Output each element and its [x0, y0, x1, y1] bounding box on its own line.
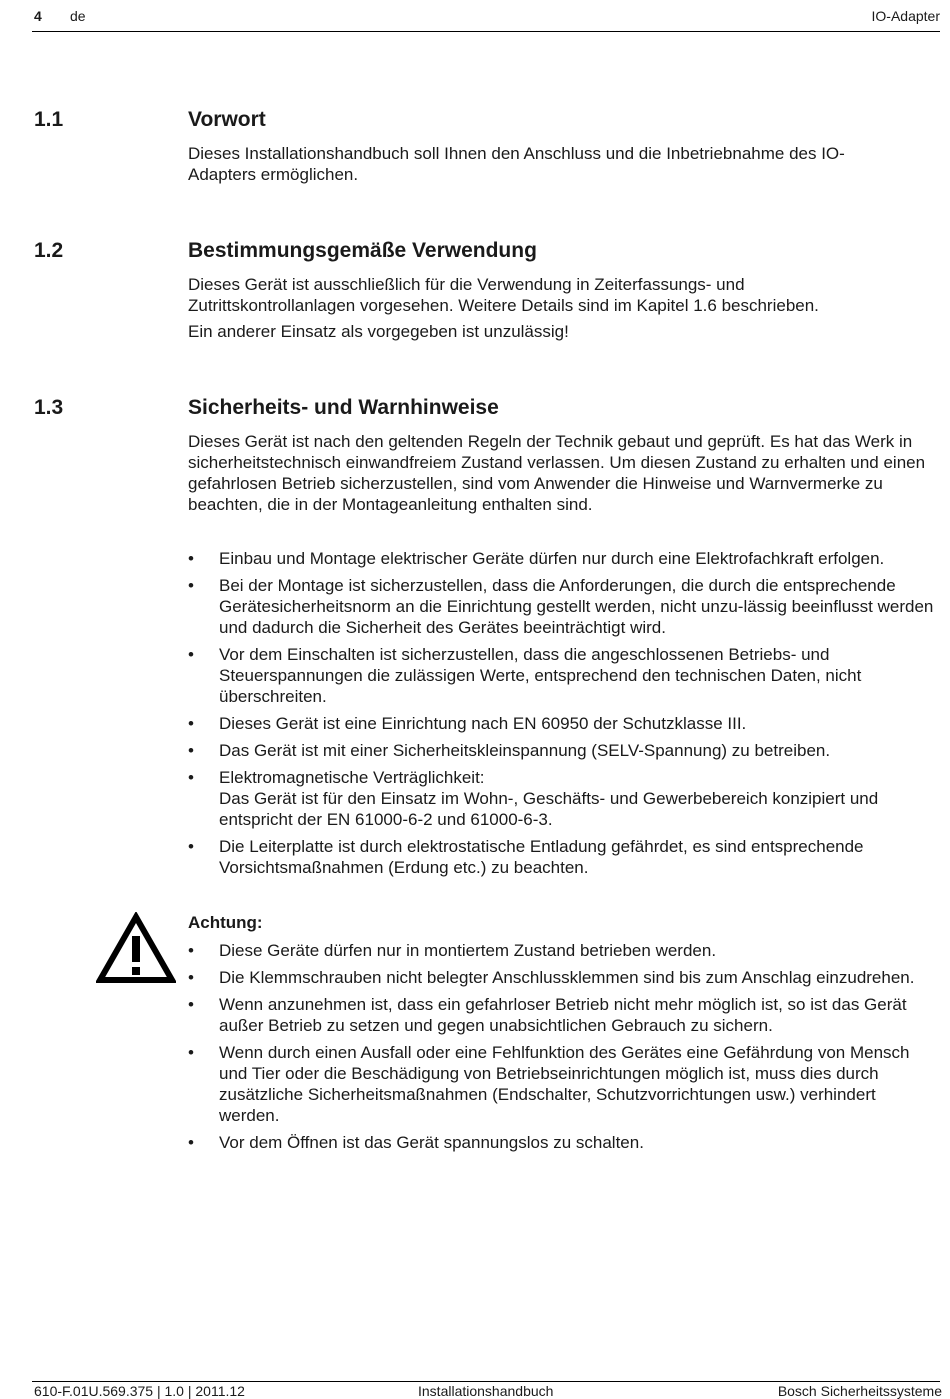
section-title: Vorwort: [188, 108, 266, 131]
list-item: • Bei der Montage ist sicherzustellen, dass die Anforderungen, die durch die entsprechende Gerätesicherheitsnorm an die Einrichtung gestellt werden, nicht unzu-lässig beeinflusst werden und dadurch die Sicherheit des Gerätes beeinträchtigt wird.: [188, 575, 940, 638]
section-title: Sicherheits- und Warnhinweise: [188, 396, 499, 419]
list-item: • Diese Geräte dürfen nur in montiertem Zustand betrieben werden.: [188, 940, 940, 961]
list-item: • Das Gerät ist mit einer Sicherheitskleinspannung (SELV-Spannung) zu betreiben.: [188, 740, 940, 761]
paragraph: Ein anderer Einsatz als vorgegeben ist unzulässig!: [188, 322, 569, 341]
paragraph: Dieses Gerät ist nach den geltenden Regeln der Technik gebaut und geprüft. Es hat das Werk in sicherheitstechnisch einwandfreiem Zustand verlassen. Um diesen Zustand zu erhalten und einen gefahrlosen Betrieb sicherzustellen, sind vom Anwender die Hinweise und Warnvermerke zu beachten, die in der Montageanleitung enthalten sind.: [188, 432, 926, 514]
list-item: • Vor dem Einschalten ist sicherzustellen, dass die angeschlossenen Betriebs- und Steuerspannungen die zulässigen Werte, entsprechend den technischen Daten, nicht überschreiten.: [188, 644, 940, 707]
list-item: • Die Klemmschrauben nicht belegter Anschlussklemmen sind bis zum Anschlag einzudrehen.: [188, 967, 940, 988]
section-number: 1.2: [34, 239, 64, 262]
paragraph: Dieses Installationshandbuch soll Ihnen den Anschluss und die Inbetriebnahme des IO-Adapters ermöglichen.: [188, 144, 845, 184]
section-title: Bestimmungsgemäße Verwendung: [188, 239, 537, 262]
warning-label: Achtung:: [188, 913, 263, 932]
header-divider: [32, 31, 940, 32]
list-item: • Einbau und Montage elektrischer Geräte dürfen nur durch eine Elektrofachkraft erfolgen.: [188, 548, 940, 569]
warning-triangle-icon: [96, 912, 176, 984]
list-item: • Wenn durch einen Ausfall oder eine Fehlfunktion des Gerätes eine Gefährdung von Mensch und Tier oder die Beschädigung von Betriebseinrichtungen möglich ist, muss dies durch zusätzliche Sicherheitsmaßnahmen (Endschalter, Schutzvorrichtungen usw.) verhindert werden.: [188, 1042, 940, 1126]
section-number: 1.3: [34, 396, 64, 419]
document-reference: 610-F.01U.569.375 | 1.0 | 2011.12: [34, 1383, 245, 1399]
section-number: 1.1: [34, 108, 64, 131]
footer-divider: [32, 1381, 940, 1382]
list-item: • Die Leiterplatte ist durch elektrostatische Entladung gefährdet, es sind entsprechende Vorsichtsmaßnahmen (Erdung etc.) zu beachten.: [188, 836, 940, 878]
list-item: • Wenn anzunehmen ist, dass ein gefahrloser Betrieb nicht mehr möglich ist, so ist das Gerät außer Betrieb zu setzen und gegen unabsichtlichen Gebrauch zu sichern.: [188, 994, 940, 1036]
document-type: Installationshandbuch: [418, 1383, 554, 1399]
safety-bullet-list: [188, 548, 940, 884]
warning-bullet-list: [188, 940, 940, 1159]
list-item: • Vor dem Öffnen ist das Gerät spannungslos zu schalten.: [188, 1132, 940, 1153]
company-name: Bosch Sicherheitssysteme: [777, 1383, 942, 1399]
page-number: 4: [34, 8, 42, 24]
list-item: • Elektromagnetische Verträglichkeit: Das Gerät ist für den Einsatz im Wohn-, Geschäfts- und Gewerbebereich konzipiert und entspricht der EN 61000-6-2 und 61000-6-3.: [188, 767, 940, 830]
list-item: • Dieses Gerät ist eine Einrichtung nach EN 60950 der Schutzklasse III.: [188, 713, 940, 734]
paragraph: Dieses Gerät ist ausschließlich für die Verwendung in Zeiterfassungs- und Zutrittskontrollanlagen vorgesehen. Weitere Details sind im Kapitel 1.6 beschrieben.: [188, 275, 819, 315]
product-name: IO-Adapter: [871, 8, 940, 24]
language-code: de: [70, 8, 86, 24]
